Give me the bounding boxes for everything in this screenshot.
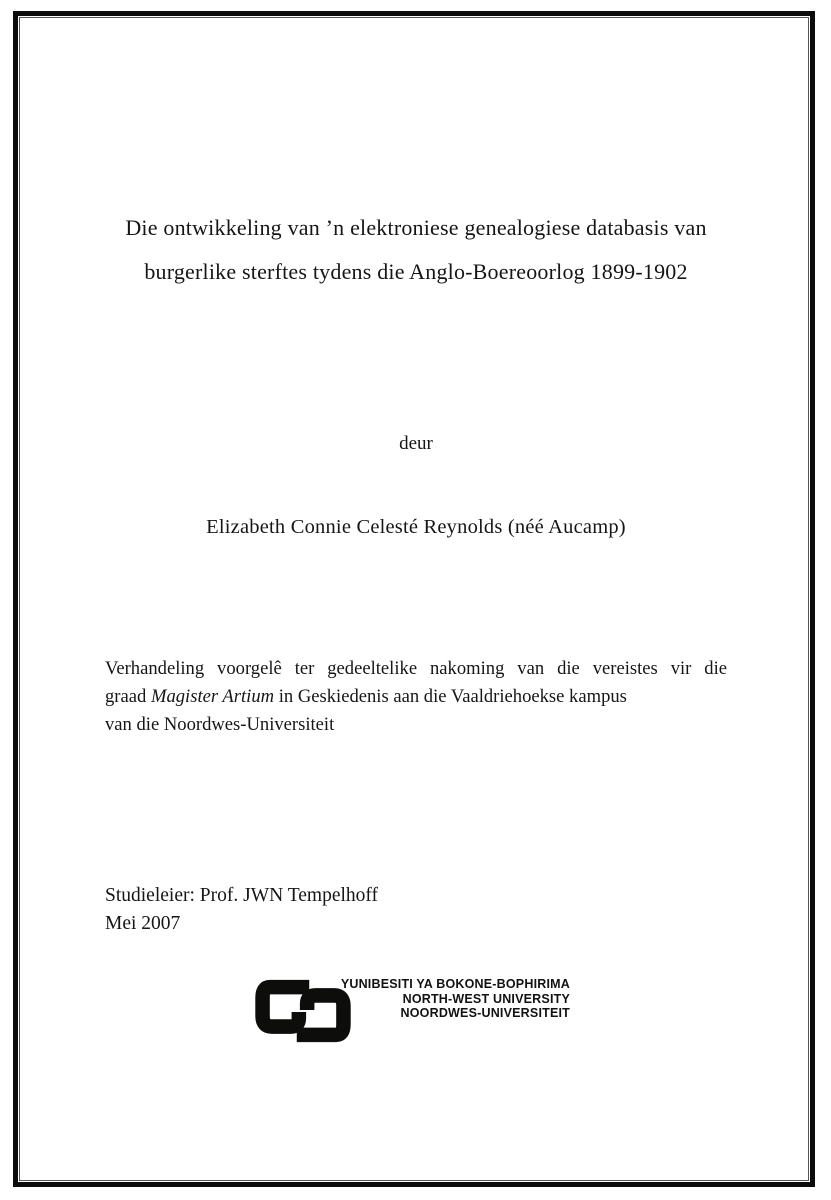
author-name: Elizabeth Connie Celesté Reynolds (néé Aucamp) [206,516,626,538]
thesis-title [105,206,727,294]
supervisor-line: Studieleier: Prof. JWN Tempelhoff [105,885,379,906]
submission-line-1: Verhandeling voorgelê ter gedeeltelike nakoming van die vereistes vir die [105,658,727,679]
supervisor-block [105,882,378,938]
university-name-afrikaans: NOORDWES-UNIVERSITEIT [400,1006,570,1020]
university-wordmark [315,977,570,1021]
submission-line-2-post: in Geskiedenis aan die Vaaldriehoekse kampus [274,686,627,707]
thesis-title-line-2: burgerlike sterftes tydens die Anglo-Boereoorlog 1899-1902 [144,259,688,284]
university-name-setswana: YUNIBESITI YA BOKONE-BOPHIRIMA [340,977,570,991]
page-content [105,0,727,1200]
submission-statement [105,655,727,739]
submission-line-2-pre: graad [105,686,151,707]
date-line: Mei 2007 [105,913,181,934]
degree-name: Magister Artium [150,686,275,707]
thesis-title-line-1: Die ontwikkeling van ’n elektroniese genealogiese databasis van [125,215,707,240]
submission-line-3: van die Noordwes-Universiteit [105,714,335,735]
byline-label: deur [399,433,433,454]
submission-line-2 [105,683,727,711]
university-name-english: NORTH-WEST UNIVERSITY [402,991,570,1006]
